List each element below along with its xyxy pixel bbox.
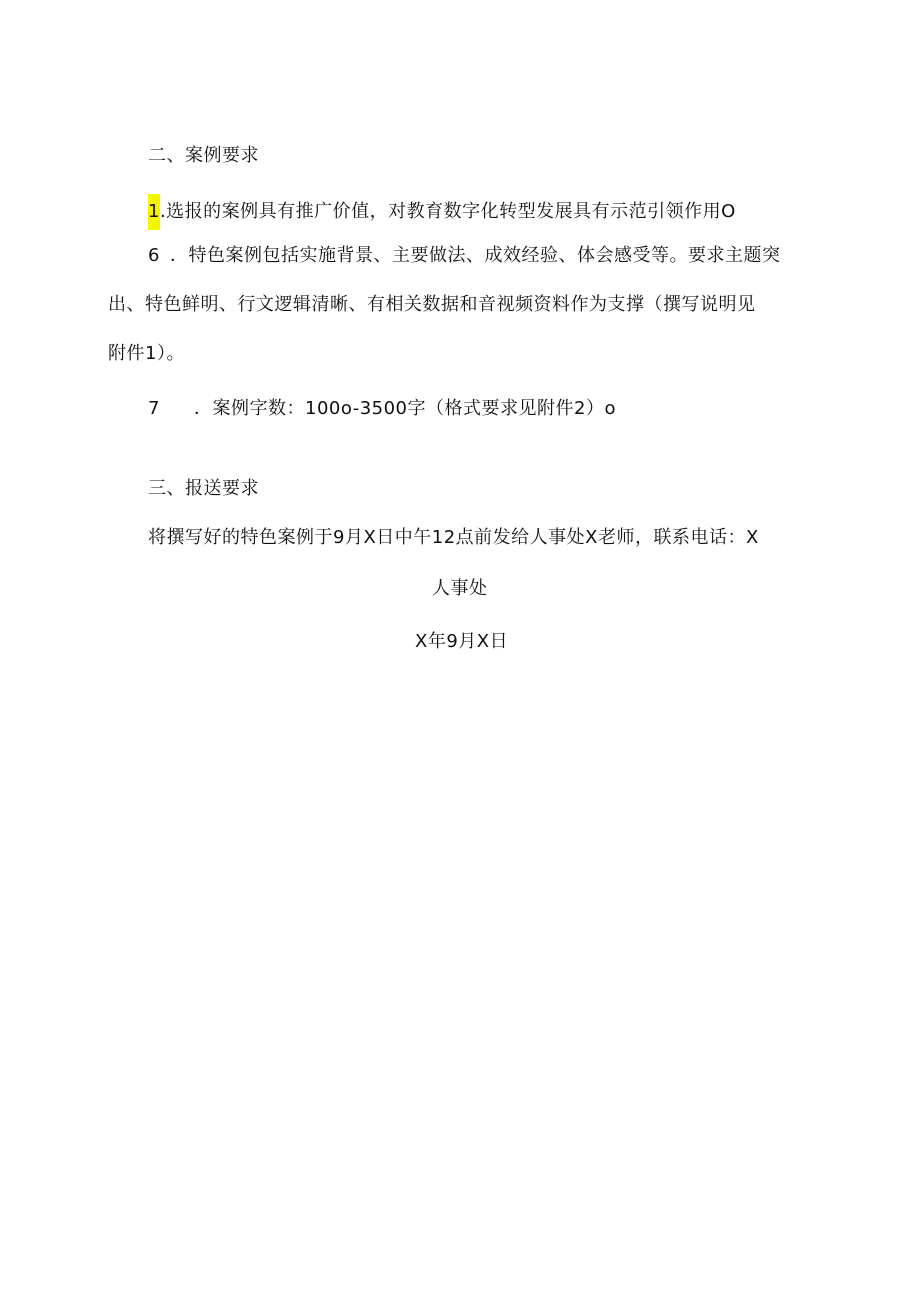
requirement-item-7-text: ．案例字数：100o-3500字（格式要求见附件2）o bbox=[194, 398, 616, 419]
requirement-item-6-text: ．特色案例包括实施背景、主要做法、成效经验、体会感受等。要求主题突 bbox=[170, 245, 781, 266]
signature-date: X年9月X日 bbox=[415, 631, 509, 652]
requirement-item-6-number: 6 bbox=[148, 245, 160, 266]
highlighted-item-number: 1 bbox=[148, 194, 160, 230]
section-heading-submission: 三、报送要求 bbox=[148, 478, 259, 499]
requirement-item-7 bbox=[148, 397, 616, 421]
submission-instructions: 将撰写好的特色案例于9月X日中午12点前发给人事处X老师，联系电话：X bbox=[148, 527, 759, 548]
requirement-item-6-line-3: 附件1）。 bbox=[108, 343, 185, 364]
requirement-item-6 bbox=[148, 244, 781, 268]
section-heading-requirements: 二、案例要求 bbox=[148, 145, 259, 166]
requirement-item-6-line-2: 出、特色鲜明、行文逻辑清晰、有相关数据和音视频资料作为支撑（撰写说明见 bbox=[108, 294, 756, 315]
signature-organization: 人事处 bbox=[432, 578, 488, 599]
requirement-item-1 bbox=[148, 194, 736, 230]
requirement-item-1-text: .选报的案例具有推广价值，对教育数字化转型发展具有示范引领作用O bbox=[159, 201, 736, 222]
requirement-item-7-number: 7 bbox=[148, 398, 160, 419]
